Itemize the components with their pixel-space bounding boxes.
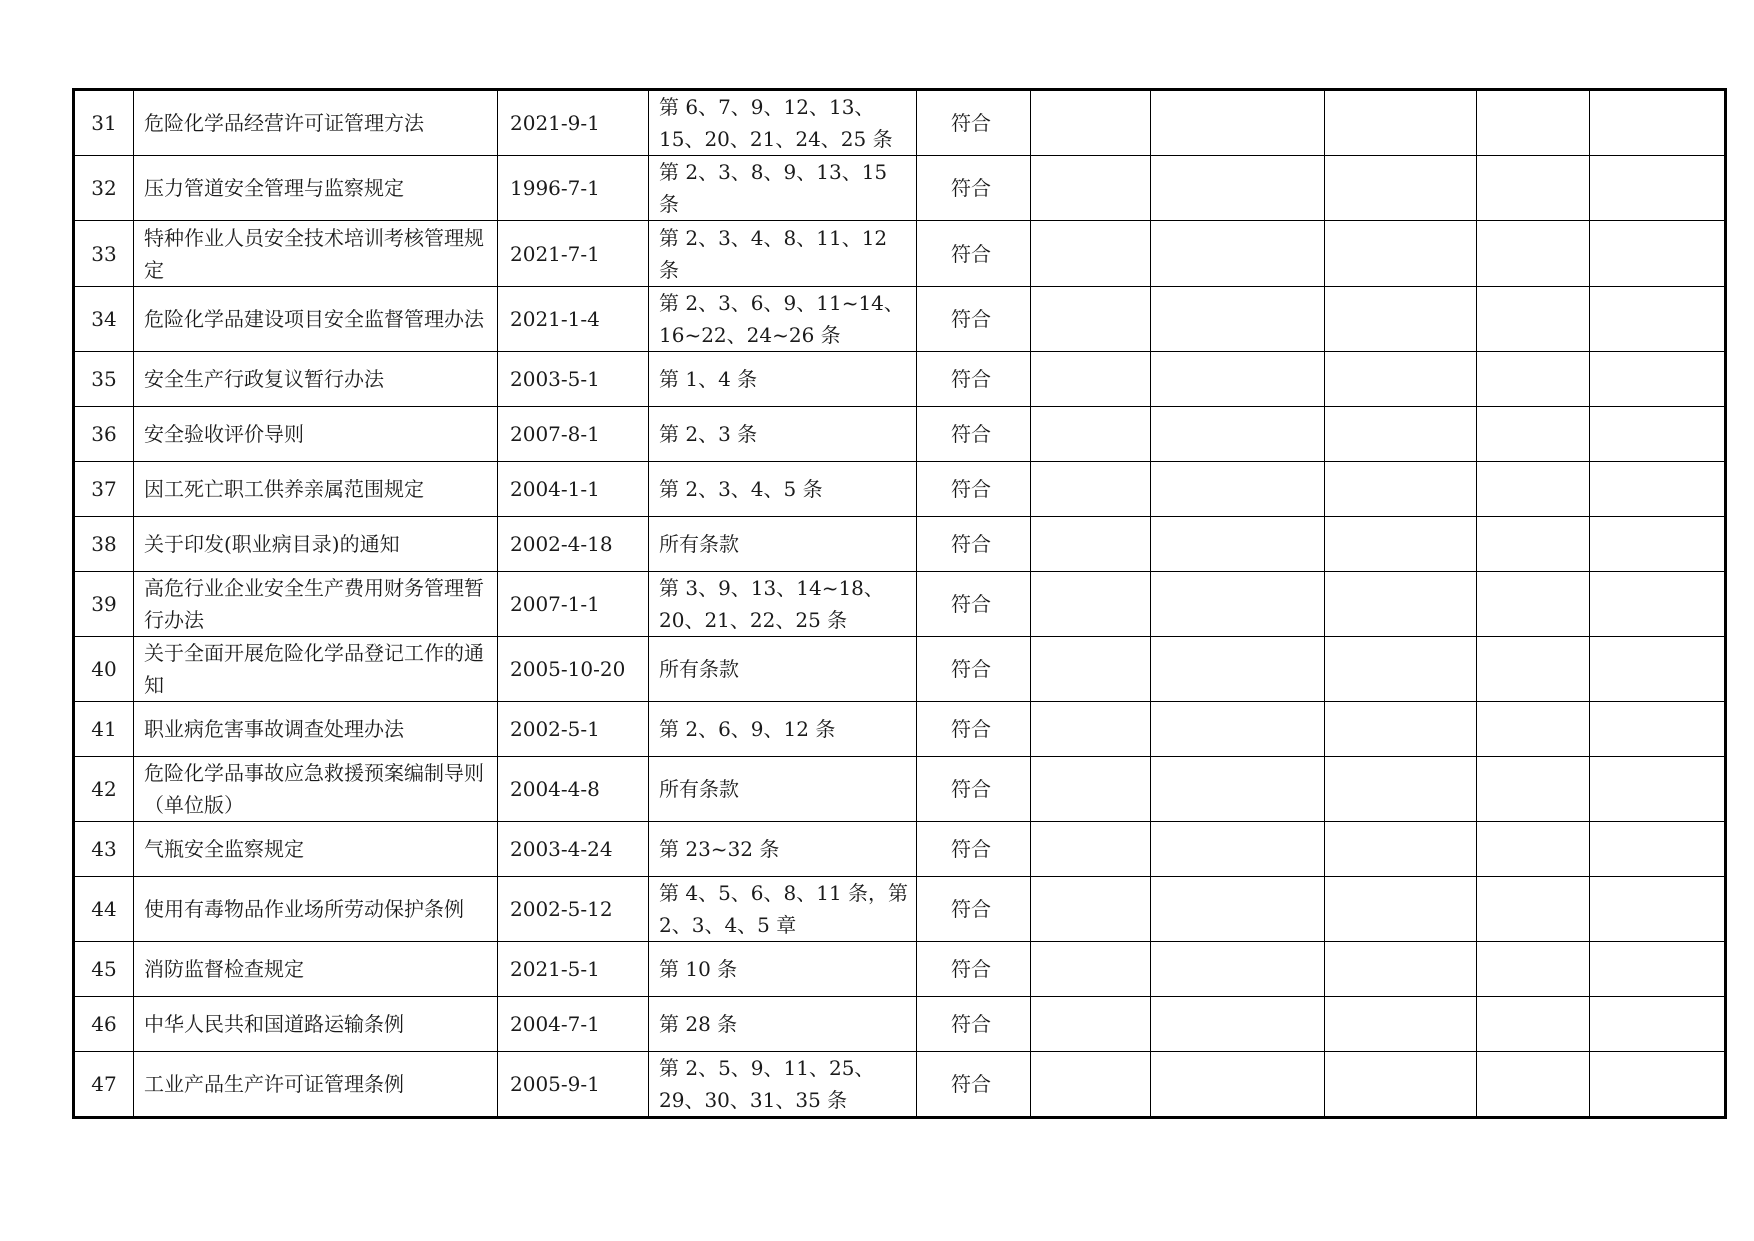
empty-cell xyxy=(1590,287,1726,352)
effective-date: 2004-4-8 xyxy=(498,757,649,822)
empty-cell xyxy=(1151,702,1325,757)
table-row xyxy=(74,942,1726,997)
applicable-clauses: 所有条款 xyxy=(649,757,917,822)
applicable-clauses: 所有条款 xyxy=(649,517,917,572)
compliance-status: 符合 xyxy=(917,352,1031,407)
empty-cell xyxy=(1031,757,1151,822)
empty-cell xyxy=(1325,352,1477,407)
empty-cell xyxy=(1031,942,1151,997)
effective-date: 2007-1-1 xyxy=(498,572,649,637)
regulation-name: 工业产品生产许可证管理条例 xyxy=(134,1052,498,1118)
compliance-status: 符合 xyxy=(917,1052,1031,1118)
table-row xyxy=(74,462,1726,517)
compliance-status: 符合 xyxy=(917,462,1031,517)
compliance-status: 符合 xyxy=(917,572,1031,637)
row-number: 33 xyxy=(74,221,134,287)
effective-date: 2021-7-1 xyxy=(498,221,649,287)
empty-cell xyxy=(1477,156,1590,221)
empty-cell xyxy=(1031,90,1151,156)
row-number: 32 xyxy=(74,156,134,221)
applicable-clauses: 第 2、3、4、5 条 xyxy=(649,462,917,517)
regulation-name: 气瓶安全监察规定 xyxy=(134,822,498,877)
effective-date: 2004-7-1 xyxy=(498,997,649,1052)
regulations-table xyxy=(72,88,1727,1119)
effective-date: 2002-5-12 xyxy=(498,877,649,942)
table-row xyxy=(74,997,1726,1052)
regulation-name: 关于全面开展危险化学品登记工作的通知 xyxy=(134,637,498,702)
empty-cell xyxy=(1477,572,1590,637)
empty-cell xyxy=(1590,572,1726,637)
empty-cell xyxy=(1031,407,1151,462)
empty-cell xyxy=(1590,757,1726,822)
empty-cell xyxy=(1325,822,1477,877)
applicable-clauses: 第 6、7、9、12、13、15、20、21、24、25 条 xyxy=(649,90,917,156)
empty-cell xyxy=(1325,462,1477,517)
table-row xyxy=(74,637,1726,702)
empty-cell xyxy=(1477,637,1590,702)
empty-cell xyxy=(1151,637,1325,702)
table-body xyxy=(74,90,1726,1118)
empty-cell xyxy=(1590,221,1726,287)
empty-cell xyxy=(1325,757,1477,822)
empty-cell xyxy=(1151,517,1325,572)
effective-date: 2021-5-1 xyxy=(498,942,649,997)
row-number: 31 xyxy=(74,90,134,156)
empty-cell xyxy=(1325,877,1477,942)
table-row xyxy=(74,90,1726,156)
empty-cell xyxy=(1325,90,1477,156)
compliance-status: 符合 xyxy=(917,90,1031,156)
empty-cell xyxy=(1325,1052,1477,1118)
compliance-status: 符合 xyxy=(917,822,1031,877)
effective-date: 2004-1-1 xyxy=(498,462,649,517)
empty-cell xyxy=(1477,1052,1590,1118)
empty-cell xyxy=(1151,90,1325,156)
effective-date: 2005-9-1 xyxy=(498,1052,649,1118)
empty-cell xyxy=(1151,997,1325,1052)
applicable-clauses: 所有条款 xyxy=(649,637,917,702)
table-row xyxy=(74,407,1726,462)
empty-cell xyxy=(1031,702,1151,757)
empty-cell xyxy=(1325,517,1477,572)
empty-cell xyxy=(1590,90,1726,156)
effective-date: 2003-4-24 xyxy=(498,822,649,877)
empty-cell xyxy=(1325,221,1477,287)
empty-cell xyxy=(1590,997,1726,1052)
effective-date: 2005-10-20 xyxy=(498,637,649,702)
empty-cell xyxy=(1590,702,1726,757)
empty-cell xyxy=(1590,407,1726,462)
applicable-clauses: 第 2、5、9、11、25、29、30、31、35 条 xyxy=(649,1052,917,1118)
empty-cell xyxy=(1031,517,1151,572)
applicable-clauses: 第 2、3 条 xyxy=(649,407,917,462)
effective-date: 2002-4-18 xyxy=(498,517,649,572)
compliance-status: 符合 xyxy=(917,221,1031,287)
empty-cell xyxy=(1590,822,1726,877)
applicable-clauses: 第 2、3、4、8、11、12 条 xyxy=(649,221,917,287)
compliance-status: 符合 xyxy=(917,702,1031,757)
empty-cell xyxy=(1031,637,1151,702)
row-number: 34 xyxy=(74,287,134,352)
regulation-name: 安全验收评价导则 xyxy=(134,407,498,462)
applicable-clauses: 第 28 条 xyxy=(649,997,917,1052)
applicable-clauses: 第 2、3、6、9、11~14、16~22、24~26 条 xyxy=(649,287,917,352)
applicable-clauses: 第 2、6、9、12 条 xyxy=(649,702,917,757)
row-number: 45 xyxy=(74,942,134,997)
effective-date: 2021-9-1 xyxy=(498,90,649,156)
row-number: 42 xyxy=(74,757,134,822)
row-number: 41 xyxy=(74,702,134,757)
table-row xyxy=(74,352,1726,407)
row-number: 35 xyxy=(74,352,134,407)
empty-cell xyxy=(1590,942,1726,997)
empty-cell xyxy=(1477,352,1590,407)
empty-cell xyxy=(1151,462,1325,517)
table-row xyxy=(74,221,1726,287)
regulation-name: 危险化学品事故应急救援预案编制导则（单位版） xyxy=(134,757,498,822)
empty-cell xyxy=(1031,822,1151,877)
empty-cell xyxy=(1590,877,1726,942)
compliance-status: 符合 xyxy=(917,942,1031,997)
empty-cell xyxy=(1151,942,1325,997)
regulation-name: 危险化学品建设项目安全监督管理办法 xyxy=(134,287,498,352)
empty-cell xyxy=(1031,156,1151,221)
empty-cell xyxy=(1477,90,1590,156)
applicable-clauses: 第 1、4 条 xyxy=(649,352,917,407)
regulation-name: 特种作业人员安全技术培训考核管理规定 xyxy=(134,221,498,287)
empty-cell xyxy=(1151,287,1325,352)
regulation-name: 危险化学品经营许可证管理方法 xyxy=(134,90,498,156)
compliance-status: 符合 xyxy=(917,877,1031,942)
empty-cell xyxy=(1151,1052,1325,1118)
row-number: 40 xyxy=(74,637,134,702)
empty-cell xyxy=(1325,997,1477,1052)
empty-cell xyxy=(1477,702,1590,757)
empty-cell xyxy=(1477,822,1590,877)
row-number: 47 xyxy=(74,1052,134,1118)
row-number: 39 xyxy=(74,572,134,637)
effective-date: 1996-7-1 xyxy=(498,156,649,221)
empty-cell xyxy=(1151,757,1325,822)
compliance-status: 符合 xyxy=(917,637,1031,702)
applicable-clauses: 第 4、5、6、8、11 条，第 2、3、4、5 章 xyxy=(649,877,917,942)
empty-cell xyxy=(1477,407,1590,462)
regulation-name: 安全生产行政复议暂行办法 xyxy=(134,352,498,407)
empty-cell xyxy=(1590,637,1726,702)
regulation-name: 使用有毒物品作业场所劳动保护条例 xyxy=(134,877,498,942)
empty-cell xyxy=(1590,1052,1726,1118)
empty-cell xyxy=(1151,221,1325,287)
regulation-name: 关于印发(职业病目录)的通知 xyxy=(134,517,498,572)
regulation-name: 中华人民共和国道路运输条例 xyxy=(134,997,498,1052)
effective-date: 2003-5-1 xyxy=(498,352,649,407)
row-number: 43 xyxy=(74,822,134,877)
empty-cell xyxy=(1031,352,1151,407)
empty-cell xyxy=(1031,287,1151,352)
applicable-clauses: 第 10 条 xyxy=(649,942,917,997)
compliance-status: 符合 xyxy=(917,997,1031,1052)
row-number: 46 xyxy=(74,997,134,1052)
table-row xyxy=(74,702,1726,757)
empty-cell xyxy=(1031,462,1151,517)
compliance-status: 符合 xyxy=(917,156,1031,221)
table-row xyxy=(74,517,1726,572)
row-number: 37 xyxy=(74,462,134,517)
empty-cell xyxy=(1031,877,1151,942)
table-row xyxy=(74,757,1726,822)
empty-cell xyxy=(1325,407,1477,462)
table-row xyxy=(74,156,1726,221)
empty-cell xyxy=(1477,997,1590,1052)
regulation-name: 压力管道安全管理与监察规定 xyxy=(134,156,498,221)
empty-cell xyxy=(1325,156,1477,221)
effective-date: 2002-5-1 xyxy=(498,702,649,757)
applicable-clauses: 第 23~32 条 xyxy=(649,822,917,877)
empty-cell xyxy=(1477,221,1590,287)
empty-cell xyxy=(1325,572,1477,637)
empty-cell xyxy=(1031,997,1151,1052)
row-number: 44 xyxy=(74,877,134,942)
empty-cell xyxy=(1151,352,1325,407)
regulation-name: 职业病危害事故调查处理办法 xyxy=(134,702,498,757)
empty-cell xyxy=(1031,221,1151,287)
applicable-clauses: 第 3、9、13、14~18、20、21、22、25 条 xyxy=(649,572,917,637)
regulation-name: 因工死亡职工供养亲属范围规定 xyxy=(134,462,498,517)
empty-cell xyxy=(1151,822,1325,877)
empty-cell xyxy=(1151,877,1325,942)
empty-cell xyxy=(1590,352,1726,407)
empty-cell xyxy=(1477,877,1590,942)
empty-cell xyxy=(1477,942,1590,997)
table-row xyxy=(74,822,1726,877)
effective-date: 2021-1-4 xyxy=(498,287,649,352)
empty-cell xyxy=(1151,407,1325,462)
empty-cell xyxy=(1590,462,1726,517)
empty-cell xyxy=(1477,517,1590,572)
empty-cell xyxy=(1477,287,1590,352)
compliance-status: 符合 xyxy=(917,287,1031,352)
empty-cell xyxy=(1031,1052,1151,1118)
regulation-name: 消防监督检查规定 xyxy=(134,942,498,997)
empty-cell xyxy=(1031,572,1151,637)
row-number: 36 xyxy=(74,407,134,462)
empty-cell xyxy=(1151,156,1325,221)
effective-date: 2007-8-1 xyxy=(498,407,649,462)
empty-cell xyxy=(1325,942,1477,997)
empty-cell xyxy=(1325,637,1477,702)
applicable-clauses: 第 2、3、8、9、13、15 条 xyxy=(649,156,917,221)
table-row xyxy=(74,572,1726,637)
empty-cell xyxy=(1477,462,1590,517)
table-row xyxy=(74,877,1726,942)
regulation-name: 高危行业企业安全生产费用财务管理暂行办法 xyxy=(134,572,498,637)
row-number: 38 xyxy=(74,517,134,572)
empty-cell xyxy=(1325,702,1477,757)
compliance-status: 符合 xyxy=(917,407,1031,462)
empty-cell xyxy=(1477,757,1590,822)
compliance-status: 符合 xyxy=(917,757,1031,822)
table-row xyxy=(74,1052,1726,1118)
empty-cell xyxy=(1151,572,1325,637)
empty-cell xyxy=(1590,517,1726,572)
empty-cell xyxy=(1590,156,1726,221)
table-row xyxy=(74,287,1726,352)
compliance-status: 符合 xyxy=(917,517,1031,572)
empty-cell xyxy=(1325,287,1477,352)
